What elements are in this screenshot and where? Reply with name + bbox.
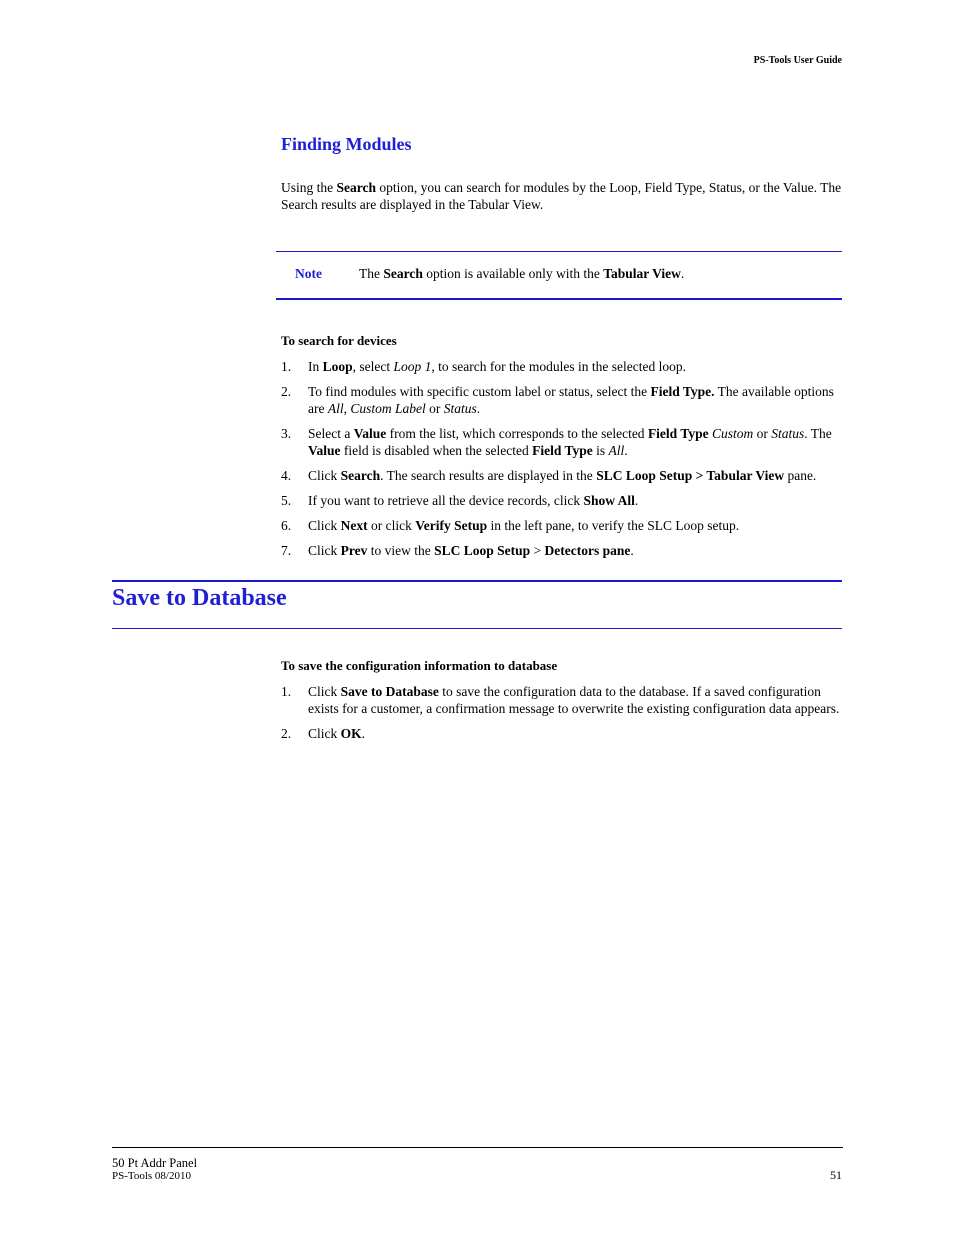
step-number: 5.	[281, 493, 292, 508]
procedure-title-search: To search for devices	[281, 333, 397, 348]
footer-rule	[112, 1147, 843, 1148]
footer-product: 50 Pt Addr Panel	[112, 1156, 198, 1170]
search-steps-list	[281, 358, 843, 567]
step-number: 3.	[281, 426, 292, 441]
step-item	[281, 492, 843, 509]
step-text: Select a Value from the list, which corresponds to the selected Field Type Custom or Status. The Value field is disabled when the selected Field Type is All.	[308, 426, 832, 458]
step-text: Click Save to Database to save the configuration data to the database. If a saved configuration exists for a customer, a confirmation message to overwrite the existing configuration data appears.	[308, 684, 840, 716]
heading-rule-bottom	[112, 628, 842, 629]
save-steps-list	[281, 683, 843, 750]
procedure-title-save: To save the configuration information to database	[281, 658, 558, 673]
page-number: 51	[830, 1168, 842, 1182]
step-number: 2.	[281, 384, 292, 399]
step-text: If you want to retrieve all the device records, click Show All.	[308, 493, 639, 508]
step-number: 2.	[281, 726, 292, 741]
running-header: PS-Tools User Guide	[753, 55, 842, 66]
step-item	[281, 425, 843, 459]
section-heading-save-to-database: Save to Database	[112, 585, 287, 611]
footer-doc-date: PS-Tools 08/2010	[112, 1170, 191, 1182]
step-item	[281, 683, 843, 717]
note-text: The Search option is available only with the Tabular View.	[359, 266, 685, 281]
step-text: Click Next or click Verify Setup in the left pane, to verify the SLC Loop setup.	[308, 518, 740, 533]
step-number: 1.	[281, 684, 292, 699]
note-label: Note	[295, 266, 322, 281]
step-text: To find modules with specific custom label or status, select the Field Type. The available options are All, Custom Label or Status.	[308, 384, 834, 416]
step-text: In Loop, select Loop 1, to search for the modules in the selected loop.	[308, 359, 686, 374]
step-item	[281, 358, 843, 375]
step-number: 6.	[281, 518, 292, 533]
step-item	[281, 383, 843, 417]
section-title-finding-modules: Finding Modules	[281, 134, 412, 154]
intro-paragraph: Using the Search option, you can search for modules by the Loop, Field Type, Status, or the Value. The Search results are displayed in the Tabular View.	[281, 180, 842, 212]
step-number: 7.	[281, 543, 292, 558]
step-text: Click OK.	[308, 726, 366, 741]
step-item	[281, 467, 843, 484]
step-number: 4.	[281, 468, 292, 483]
step-text: Click Prev to view the SLC Loop Setup > Detectors pane.	[308, 543, 634, 558]
note-box	[276, 251, 842, 300]
step-text: Click Search. The search results are displayed in the SLC Loop Setup > Tabular View pane.	[308, 468, 817, 483]
step-item	[281, 725, 843, 742]
step-number: 1.	[281, 359, 292, 374]
step-item	[281, 517, 843, 534]
heading-rule-top	[112, 580, 842, 582]
step-item	[281, 542, 843, 559]
